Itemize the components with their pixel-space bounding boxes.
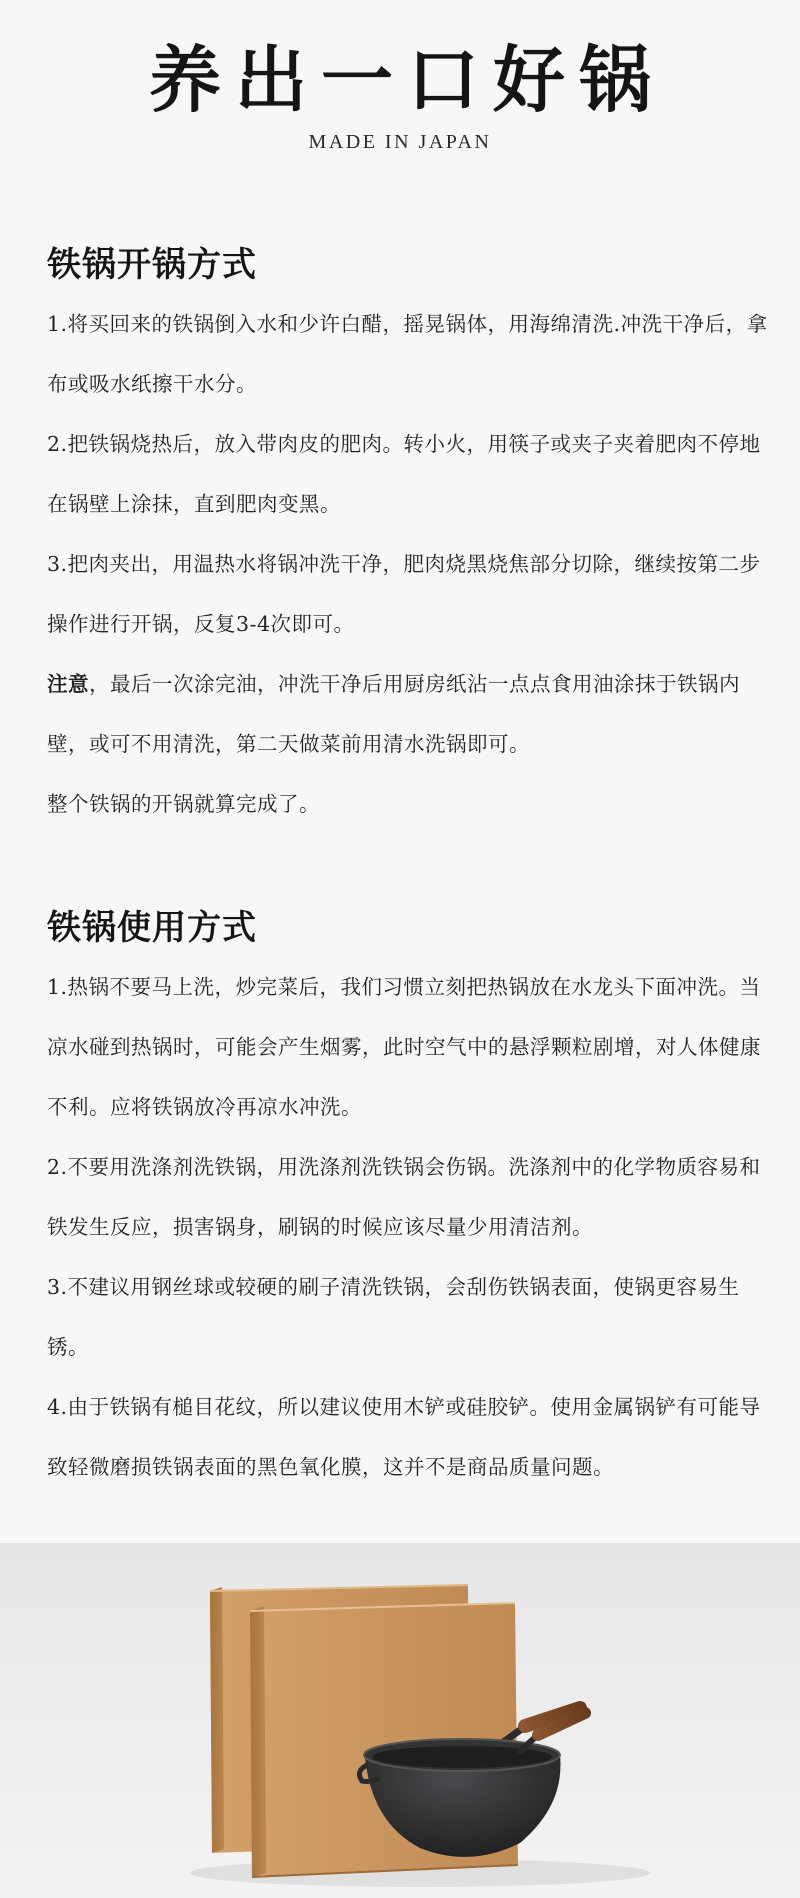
seasoning-section (47, 245, 777, 834)
page-subtitle: MADE IN JAPAN (308, 131, 492, 154)
seasoning-step-1: 1.将买回来的铁锅倒入水和少许白醋，摇晃锅体，用海绵清洗.冲洗干净后，拿布或吸水纸擦干水分。 (47, 311, 768, 396)
usage-section-title: 铁锅使用方式 (47, 908, 257, 948)
product-photo (0, 1543, 800, 1898)
seasoning-step-2: 2.把铁锅烧热后，放入带肉皮的肥肉。转小火，用筷子或夹子夹着肥肉不停地在锅壁上涂抹，直到肥肉变黑。 (47, 431, 761, 516)
seasoning-finish: 整个铁锅的开锅就算完成了。 (47, 791, 320, 816)
usage-section (47, 908, 777, 1497)
usage-step-1: 1.热锅不要马上洗，炒完菜后，我们习惯立刻把热锅放在水龙头下面冲洗。当凉水碰到热锅时，可能会产生烟雾，此时空气中的悬浮颗粒剧增，对人体健康不利。应将铁锅放冷再凉水冲洗。 (47, 974, 761, 1119)
header (0, 37, 800, 154)
note-label: 注意 (47, 671, 89, 696)
seasoning-note (47, 654, 777, 774)
note-text: ，最后一次涂完油，冲洗干净后用厨房纸沾一点点食用油涂抹于铁锅内壁，或可不用清洗，第二天做菜前用清水洗锅即可。 (47, 671, 740, 756)
seasoning-step-3: 3.把肉夹出，用温热水将锅冲洗干净，肥肉烧黑烧焦部分切除，继续按第二步操作进行开锅，反复3-4次即可。 (47, 551, 761, 636)
usage-step-3: 3.不建议用钢丝球或较硬的刷子清洗铁锅，会刮伤铁锅表面，使锅更容易生锈。 (47, 1274, 740, 1359)
usage-step-4: 4.由于铁锅有槌目花纹，所以建议使用木铲或硅胶铲。使用金属锅铲有可能导致轻微磨损铁锅表面的黑色氧化膜，这并不是商品质量问题。 (47, 1394, 761, 1479)
seasoning-section-title: 铁锅开锅方式 (47, 245, 257, 285)
product-illustration (0, 1543, 800, 1898)
usage-step-2: 2.不要用洗涤剂洗铁锅，用洗涤剂洗铁锅会伤锅。洗涤剂中的化学物质容易和铁发生反应，损害锅身，刷锅的时候应该尽量少用清洁剂。 (47, 1154, 761, 1239)
page-title: 养出一口好锅 (148, 37, 665, 122)
